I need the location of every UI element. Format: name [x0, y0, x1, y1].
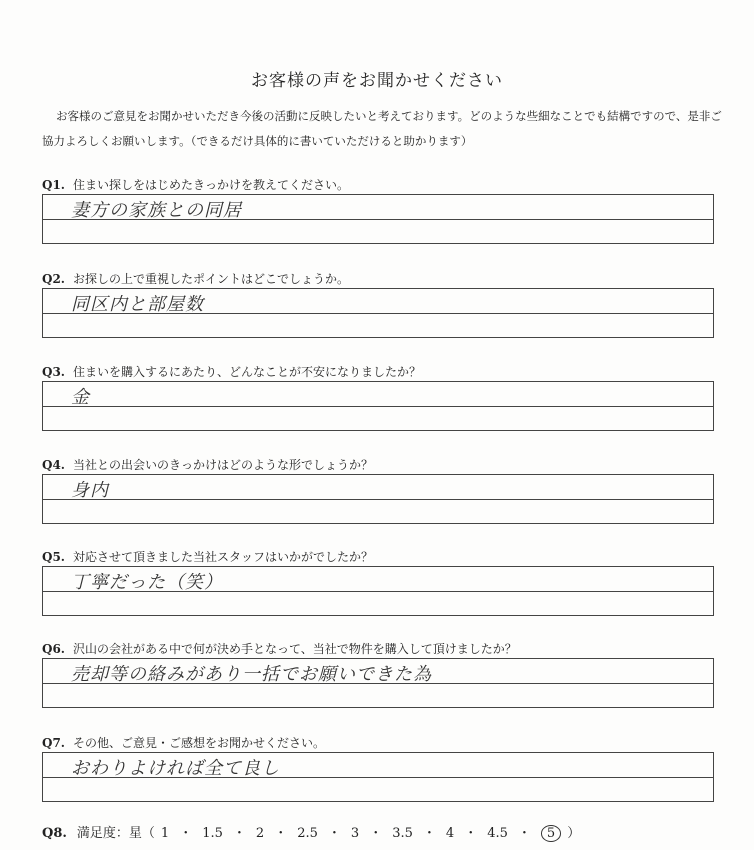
- rating-option-2[interactable]: 2: [255, 826, 265, 841]
- score-separator: ・: [517, 826, 531, 841]
- score-separator: ・: [179, 826, 193, 841]
- question-text: 当社との出会いのきっかけはどのような形でしょうか？: [72, 458, 373, 472]
- handwritten-answer: 丁寧だった（笑）: [71, 572, 223, 593]
- score-separator: ・: [422, 826, 436, 841]
- answer-box[interactable]: [42, 474, 714, 524]
- question-number: Q5.: [42, 550, 65, 564]
- question-number: Q7.: [42, 736, 65, 750]
- intro-text: お客様のご意見をお聞かせいただき今後の活動に反映したいと考えております。どのような些細なことでも結構ですので、是非ご協力よろしくお願いします。（できるだけ具体的に書いていただけると助かります）: [42, 109, 722, 148]
- rating-option-3-5[interactable]: 3.5: [392, 826, 413, 841]
- handwritten-answer: おわりよければ全て良し: [71, 758, 280, 779]
- question-4: [42, 456, 722, 524]
- score-separator: ・: [464, 826, 478, 841]
- rule-line: [43, 406, 713, 407]
- rating-option-3[interactable]: 3: [350, 826, 360, 841]
- question-text: 住まい探しをはじめたきっかけを教えてください。: [72, 178, 349, 192]
- answer-box[interactable]: [42, 566, 714, 616]
- question-1: [42, 176, 722, 244]
- question-3: [42, 363, 722, 431]
- question-6: [42, 640, 722, 708]
- satisfaction-rating: [42, 822, 580, 842]
- rule-line: [43, 499, 713, 500]
- question-number: Q8.: [42, 826, 67, 841]
- question-number: Q4.: [42, 458, 65, 472]
- question-text: 対応させて頂きました当社スタッフはいかがでしたか？: [72, 550, 373, 564]
- rating-option-4[interactable]: 4: [445, 826, 455, 841]
- handwritten-answer: 同区内と部屋数: [71, 294, 204, 315]
- question-number: Q6.: [42, 642, 65, 656]
- score-separator: ・: [232, 826, 246, 841]
- answer-box[interactable]: [42, 288, 714, 338]
- rating-option-2-5[interactable]: 2.5: [297, 826, 318, 841]
- handwritten-answer: 金: [71, 387, 90, 408]
- rating-close: ）: [567, 826, 581, 841]
- score-separator: ・: [369, 826, 383, 841]
- answer-box[interactable]: [42, 194, 714, 244]
- question-text: 住まいを購入するにあたり、どんなことが不安になりましたか？: [72, 365, 421, 379]
- page-title: お客様の声をお聞かせください: [251, 71, 503, 91]
- rating-option-4-5[interactable]: 4.5: [487, 826, 508, 841]
- question-7: [42, 734, 722, 802]
- handwritten-answer: 身内: [71, 480, 109, 501]
- question-5: [42, 548, 722, 616]
- question-2: [42, 270, 722, 338]
- rating-label: 満足度：星（: [76, 826, 155, 841]
- rating-option-5[interactable]: 5: [541, 825, 561, 842]
- rating-option-1[interactable]: 1: [160, 826, 170, 841]
- rating-option-1-5[interactable]: 1.5: [202, 826, 223, 841]
- score-separator: ・: [274, 826, 288, 841]
- question-text: その他、ご意見・ご感想をお聞かせください。: [72, 736, 325, 750]
- answer-box[interactable]: [42, 752, 714, 802]
- question-text: お探しの上で重視したポイントはどこでしょうか。: [72, 272, 349, 286]
- handwritten-answer: 売却等の絡みがあり一括でお願いできた為: [71, 664, 432, 685]
- question-number: Q2.: [42, 272, 65, 286]
- rating-scores: [155, 826, 567, 841]
- question-text: 沢山の会社がある中で何が決め手となって、当社で物件を購入して頂けましたか？: [72, 642, 517, 656]
- answer-box[interactable]: [42, 658, 714, 708]
- question-number: Q3.: [42, 365, 65, 379]
- handwritten-answer: 妻方の家族との同居: [71, 200, 242, 221]
- answer-box[interactable]: [42, 381, 714, 431]
- score-separator: ・: [327, 826, 341, 841]
- question-number: Q1.: [42, 178, 65, 192]
